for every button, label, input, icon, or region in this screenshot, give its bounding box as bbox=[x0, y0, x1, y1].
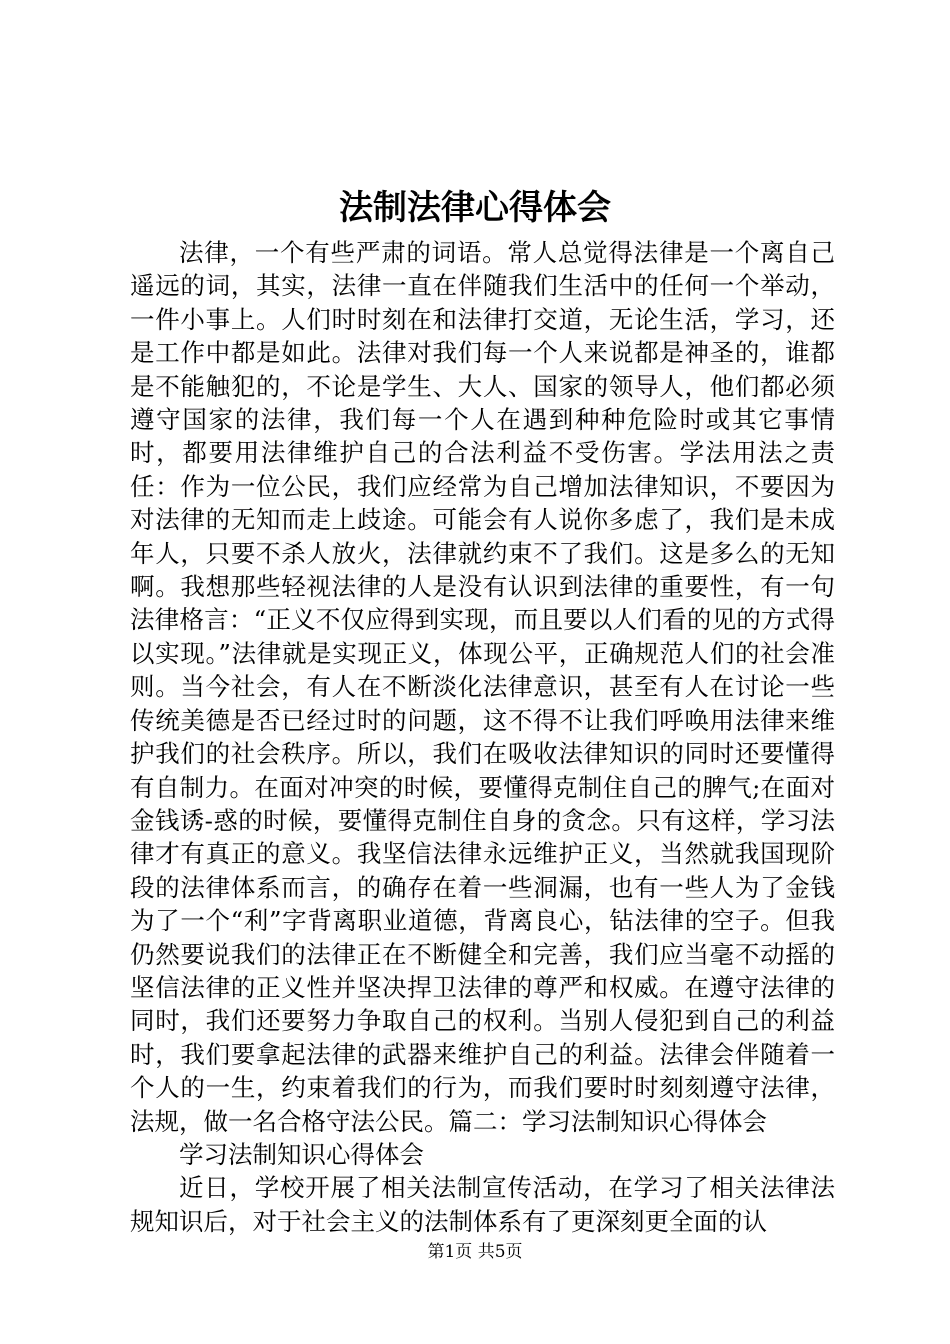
paragraph-1: 法律，一个有些严肃的词语。常人总觉得法律是一个离自己遥远的词，其实，法律一直在伴随我们生活中的任何一个举动，一件小事上。人们时时刻在和法律打交道，无论生活，学习，还是工作中都是如此。法律对我们每一个人来说都是神圣的，谁都是不能触犯的，不论是学生、大人、国家的领导人，他们都必须遵守国家的法律，我们每一个人在遇到种种危险时或其它事情时，都要用法律维护自己的合法利益不受伤害。学法用法之责任：作为一位公民，我们应经常为自己增加法律知识，不要因为对法律的无知而走上歧途。可能会有人说你多虑了，我们是未成年人，只要不杀人放火，法律就约束不了我们。这是多么的无知啊。我想那些轻视法律的人是没有认识到法律的重要性，有一句法律格言：“正义不仅应得到实现，而且要以人们看的见的方式得以实现。”法律就是实现正义，体现公平，正确规范人们的社会准则。当今社会，有人在不断淡化法律意识，甚至有人在讨论一些传统美德是否已经过时的问题，这不得不让我们呼唤用法律来维护我们的社会秩序。所以，我们在吸收法律知识的同时还要懂得有自制力。在面对冲突的时候，要懂得克制住自己的脾气;在面对金钱诱-惑的时候，要懂得克制住自身的贪念。只有这样，学习法律才有真正的意义。我坚信法律永远维护正义，当然就我国现阶段的法律体系而言，的确存在着一些洞漏，也有一些人为了金钱为了一个“利”字背离职业道德，背离良心，钻法律的空子。但我仍然要说我们的法律正在不断健全和完善，我们应当毫不动摇的坚信法律的正义性并坚决捍卫法律的尊严和权威。在遵守法律的同时，我们还要努力争取自己的权利。当别人侵犯到自己的利益时，我们要拿起法律的武器来维护自己的利益。法律会伴随着一个人的一生，约束着我们的行为，而我们要时时刻刻遵守法律，法规，做一名合格守法公民。篇二：学习法制知识心得体会 bbox=[130, 238, 835, 1136]
page-footer: 第1页 共5页 bbox=[427, 1242, 523, 1262]
document-body bbox=[130, 236, 835, 1238]
paragraph-2: 学习法制知识心得体会 bbox=[179, 1139, 424, 1169]
paragraph-3: 近日，学校开展了相关法制宣传活动，在学习了相关法律法规知识后，对于社会主义的法制体系有了更深刻更全面的认 bbox=[130, 1173, 835, 1236]
document-title: 法制法律心得体会 bbox=[339, 188, 611, 228]
